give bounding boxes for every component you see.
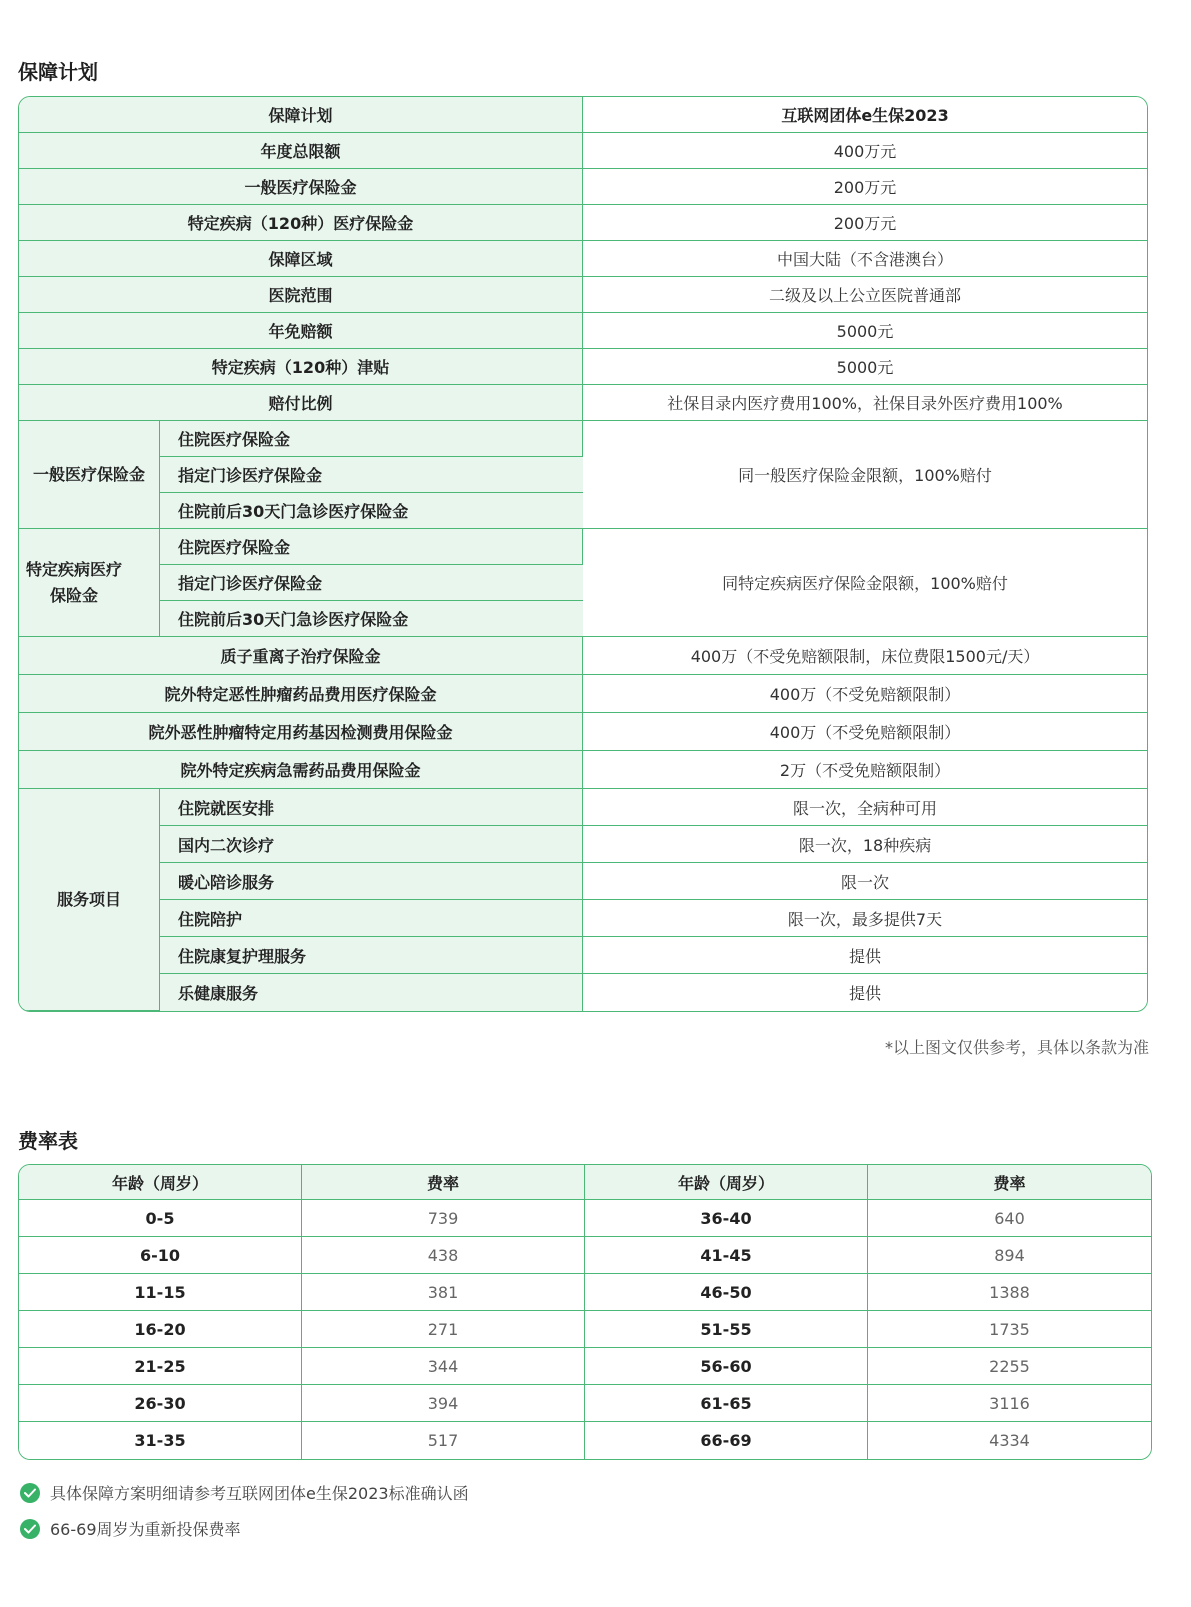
check-circle-icon <box>20 1519 40 1539</box>
general-group-row <box>19 421 1147 457</box>
general-group-item: 住院医疗保险金 <box>160 421 583 457</box>
plan-row-label: 特定疾病（120种）医疗保险金 <box>19 205 583 241</box>
plan-row-value: 二级及以上公立医院普通部 <box>583 277 1147 313</box>
age-cell: 46-50 <box>585 1274 868 1311</box>
plan-row-label: 保障区域 <box>19 241 583 277</box>
plan-row-label: 年度总限额 <box>19 133 583 169</box>
plan-row <box>19 713 1147 751</box>
rate-cell: 894 <box>868 1237 1151 1274</box>
service-row <box>19 937 1147 974</box>
plan-row-label: 院外特定恶性肿瘤药品费用医疗保险金 <box>19 675 583 713</box>
service-value: 提供 <box>583 974 1147 1011</box>
rate-header-age: 年龄（周岁） <box>19 1165 302 1200</box>
service-row <box>19 789 1147 826</box>
age-cell: 11-15 <box>19 1274 302 1311</box>
general-group-value: 同一般医疗保险金限额，100%赔付 <box>583 421 1147 529</box>
specific-group-item: 住院医疗保险金 <box>160 529 583 565</box>
rate-header-rate: 费率 <box>868 1165 1151 1200</box>
age-cell: 16-20 <box>19 1311 302 1348</box>
service-value: 限一次，最多提供7天 <box>583 900 1147 937</box>
plan-row-label: 院外恶性肿瘤特定用药基因检测费用保险金 <box>19 713 583 751</box>
plan-row <box>19 169 1147 205</box>
plan-row-label: 质子重离子治疗保险金 <box>19 637 583 675</box>
plan-row <box>19 349 1147 385</box>
plan-row <box>19 675 1147 713</box>
specific-group-label <box>19 529 160 637</box>
service-row <box>19 974 1147 1011</box>
service-name: 乐健康服务 <box>160 974 583 1011</box>
service-row <box>19 826 1147 863</box>
rates-section-title: 费率表 <box>18 1129 78 1153</box>
rate-header-rate: 费率 <box>302 1165 585 1200</box>
general-group-item: 住院前后30天门急诊医疗保险金 <box>160 493 583 529</box>
plan-row-label: 医院范围 <box>19 277 583 313</box>
service-value: 限一次 <box>583 863 1147 900</box>
general-group-item: 指定门诊医疗保险金 <box>160 457 583 493</box>
plan-row-value: 5000元 <box>583 349 1147 385</box>
rate-cell: 344 <box>302 1348 585 1385</box>
service-row <box>19 900 1147 937</box>
specific-group-row <box>19 529 1147 565</box>
plan-row <box>19 385 1147 421</box>
service-row <box>19 863 1147 900</box>
plan-row <box>19 751 1147 789</box>
specific-group-label-text: 特定疾病医疗保险金 <box>25 559 122 605</box>
plan-row-value: 5000元 <box>583 313 1147 349</box>
rate-cell: 394 <box>302 1385 585 1422</box>
service-name: 暖心陪诊服务 <box>160 863 583 900</box>
age-cell: 51-55 <box>585 1311 868 1348</box>
age-cell: 36-40 <box>585 1200 868 1237</box>
plan-row-label: 院外特定疾病急需药品费用保险金 <box>19 751 583 789</box>
rate-row <box>19 1200 1151 1237</box>
rate-cell: 1735 <box>868 1311 1151 1348</box>
plan-row-label: 特定疾病（120种）津贴 <box>19 349 583 385</box>
plan-header-label: 保障计划 <box>19 97 583 133</box>
age-cell: 66-69 <box>585 1422 868 1459</box>
age-cell: 61-65 <box>585 1385 868 1422</box>
rate-row <box>19 1311 1151 1348</box>
rate-row <box>19 1422 1151 1459</box>
age-cell: 21-25 <box>19 1348 302 1385</box>
plan-row-value: 400万元 <box>583 133 1147 169</box>
plan-row-value: 400万（不受免赔额限制） <box>583 675 1147 713</box>
age-cell: 56-60 <box>585 1348 868 1385</box>
plan-row-value: 400万（不受免赔额限制） <box>583 713 1147 751</box>
service-name: 住院康复护理服务 <box>160 937 583 974</box>
note-text: 66-69周岁为重新投保费率 <box>50 1520 241 1539</box>
rate-cell: 739 <box>302 1200 585 1237</box>
general-group-label: 一般医疗保险金 <box>19 421 160 529</box>
plan-row-label: 赔付比例 <box>19 385 583 421</box>
check-circle-icon <box>20 1483 40 1503</box>
age-cell: 0-5 <box>19 1200 302 1237</box>
service-name: 住院就医安排 <box>160 789 583 826</box>
service-value: 限一次，全病种可用 <box>583 789 1147 826</box>
note-item <box>20 1517 241 1540</box>
rate-cell: 271 <box>302 1311 585 1348</box>
plan-row-value: 社保目录内医疗费用100%，社保目录外医疗费用100% <box>583 385 1147 421</box>
note-text: 具体保障方案明细请参考互联网团体e生保2023标准确认函 <box>50 1484 469 1503</box>
age-cell: 41-45 <box>585 1237 868 1274</box>
plan-row <box>19 241 1147 277</box>
rate-header-age: 年龄（周岁） <box>585 1165 868 1200</box>
rate-cell: 381 <box>302 1274 585 1311</box>
plan-row <box>19 133 1147 169</box>
specific-group-item: 住院前后30天门急诊医疗保险金 <box>160 601 583 637</box>
plan-row <box>19 637 1147 675</box>
plan-row-label: 一般医疗保险金 <box>19 169 583 205</box>
plan-row-value: 200万元 <box>583 169 1147 205</box>
service-value: 限一次，18种疾病 <box>583 826 1147 863</box>
plan-row <box>19 313 1147 349</box>
age-cell: 31-35 <box>19 1422 302 1459</box>
services-label: 服务项目 <box>19 789 160 1011</box>
age-cell: 6-10 <box>19 1237 302 1274</box>
coverage-plan-table <box>18 96 1148 1012</box>
plan-row-label: 年免赔额 <box>19 313 583 349</box>
note-item <box>20 1481 469 1504</box>
rate-cell: 4334 <box>868 1422 1151 1459</box>
plan-row-value: 中国大陆（不含港澳台） <box>583 241 1147 277</box>
rate-cell: 517 <box>302 1422 585 1459</box>
service-value: 提供 <box>583 937 1147 974</box>
service-name: 住院陪护 <box>160 900 583 937</box>
plan-row-value: 400万（不受免赔额限制，床位费限1500元/天） <box>583 637 1147 675</box>
rate-cell: 640 <box>868 1200 1151 1237</box>
rate-table <box>18 1164 1152 1460</box>
rate-row <box>19 1274 1151 1311</box>
rate-row <box>19 1237 1151 1274</box>
plan-header-value: 互联网团体e生保2023 <box>583 97 1147 133</box>
disclaimer-note: *以上图文仅供参考，具体以条款为准 <box>884 1038 1149 1057</box>
plan-row-value: 200万元 <box>583 205 1147 241</box>
specific-group-item: 指定门诊医疗保险金 <box>160 565 583 601</box>
plan-row <box>19 205 1147 241</box>
rate-row <box>19 1348 1151 1385</box>
service-name: 国内二次诊疗 <box>160 826 583 863</box>
plan-row <box>19 277 1147 313</box>
plan-section-title: 保障计划 <box>18 60 98 84</box>
rate-row <box>19 1385 1151 1422</box>
rate-cell: 1388 <box>868 1274 1151 1311</box>
rate-cell: 438 <box>302 1237 585 1274</box>
rate-header-row <box>19 1165 1151 1200</box>
plan-header-row <box>19 97 1147 133</box>
rate-cell: 2255 <box>868 1348 1151 1385</box>
specific-group-value: 同特定疾病医疗保险金限额，100%赔付 <box>583 529 1147 637</box>
age-cell: 26-30 <box>19 1385 302 1422</box>
plan-row-value: 2万（不受免赔额限制） <box>583 751 1147 789</box>
rate-cell: 3116 <box>868 1385 1151 1422</box>
